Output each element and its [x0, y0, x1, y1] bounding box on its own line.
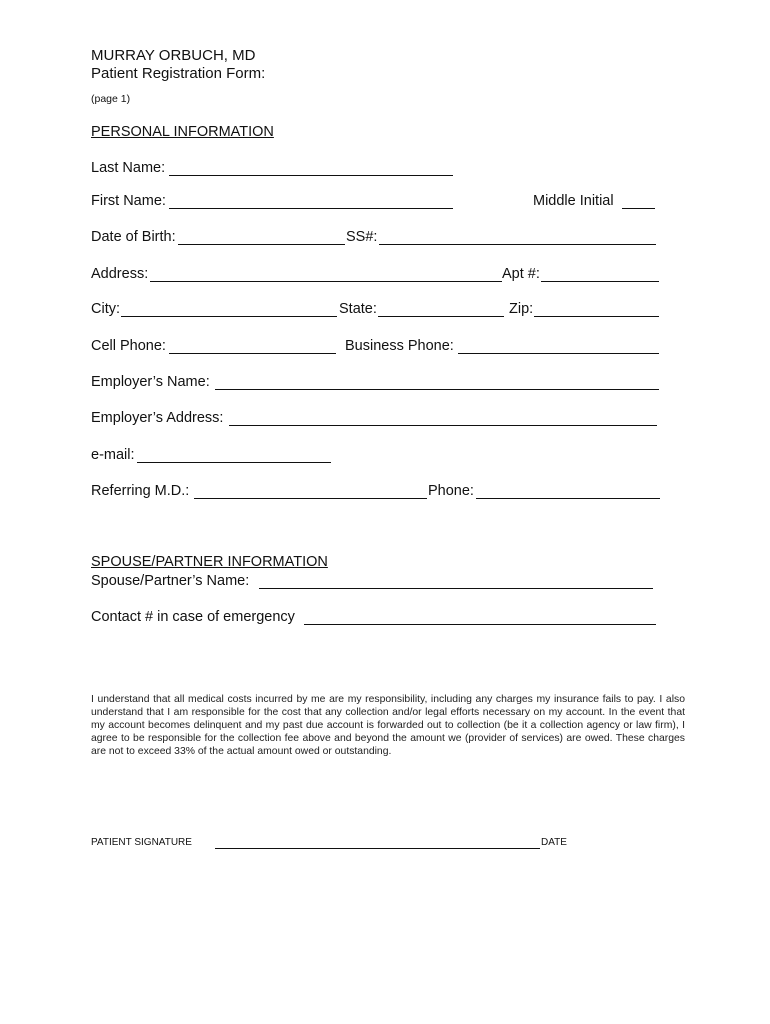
first-name-label: First Name: — [91, 193, 166, 209]
emergency-contact-field[interactable] — [304, 624, 656, 625]
first-name-field[interactable] — [169, 208, 453, 209]
cell-phone-field[interactable] — [169, 353, 336, 354]
middle-initial-field[interactable] — [622, 208, 655, 209]
employer-address-field[interactable] — [229, 425, 657, 426]
referring-md-label: Referring M.D.: — [91, 483, 190, 499]
zip-label: Zip: — [509, 301, 534, 317]
email-field[interactable] — [137, 462, 331, 463]
business-phone-field[interactable] — [458, 353, 659, 354]
zip-field[interactable] — [534, 316, 659, 317]
state-label: State: — [339, 301, 377, 317]
ss-field[interactable] — [379, 244, 656, 245]
dob-label: Date of Birth: — [91, 229, 176, 245]
referring-md-field[interactable] — [194, 498, 427, 499]
patient-signature-field[interactable] — [215, 848, 540, 849]
address-field[interactable] — [150, 281, 502, 282]
emergency-contact-label: Contact # in case of emergency — [91, 609, 295, 625]
spouse-info-heading: SPOUSE/PARTNER INFORMATION — [91, 554, 328, 570]
financial-responsibility-statement: I understand that all medical costs incurred by me are my responsibility, including any charges my insurance fails to pay. I also understand that I am responsible for the cost that any collection and/or legal efforts necessary on my account. In the event that my account becomes delinquent and my past due account is forwarded out to collection (be it a collection agency or law firm), I agree to be responsible for the collection fee above and beyond the amount we (provider of services) are owed. These charges are not to exceed 33% of the actual amount owed or outstanding. — [91, 694, 685, 757]
email-label: e-mail: — [91, 447, 135, 463]
doctor-name: MURRAY ORBUCH, MD — [91, 47, 256, 64]
phone-field[interactable] — [476, 498, 660, 499]
employer-address-label: Employer’s Address: — [91, 410, 224, 426]
ss-label: SS#: — [346, 229, 378, 245]
spouse-name-label: Spouse/Partner’s Name: — [91, 573, 250, 589]
form-title: Patient Registration Form: — [91, 65, 266, 82]
cell-phone-label: Cell Phone: — [91, 338, 166, 354]
phone-label: Phone: — [428, 483, 474, 499]
business-phone-label: Business Phone: — [345, 338, 454, 354]
page-note: (page 1) — [91, 93, 131, 105]
middle-initial-label: Middle Initial — [533, 193, 614, 209]
state-field[interactable] — [378, 316, 504, 317]
city-label: City: — [91, 301, 120, 317]
personal-info-heading: PERSONAL INFORMATION — [91, 124, 274, 140]
date-label: DATE — [541, 837, 567, 848]
employer-name-field[interactable] — [215, 389, 659, 390]
dob-field[interactable] — [178, 244, 345, 245]
address-label: Address: — [91, 266, 149, 282]
apt-label: Apt #: — [502, 266, 540, 282]
apt-field[interactable] — [541, 281, 659, 282]
last-name-field[interactable] — [169, 175, 453, 176]
spouse-name-field[interactable] — [259, 588, 653, 589]
employer-name-label: Employer’s Name: — [91, 374, 210, 390]
city-field[interactable] — [121, 316, 337, 317]
last-name-label: Last Name: — [91, 160, 166, 176]
patient-signature-label: PATIENT SIGNATURE — [91, 837, 192, 848]
